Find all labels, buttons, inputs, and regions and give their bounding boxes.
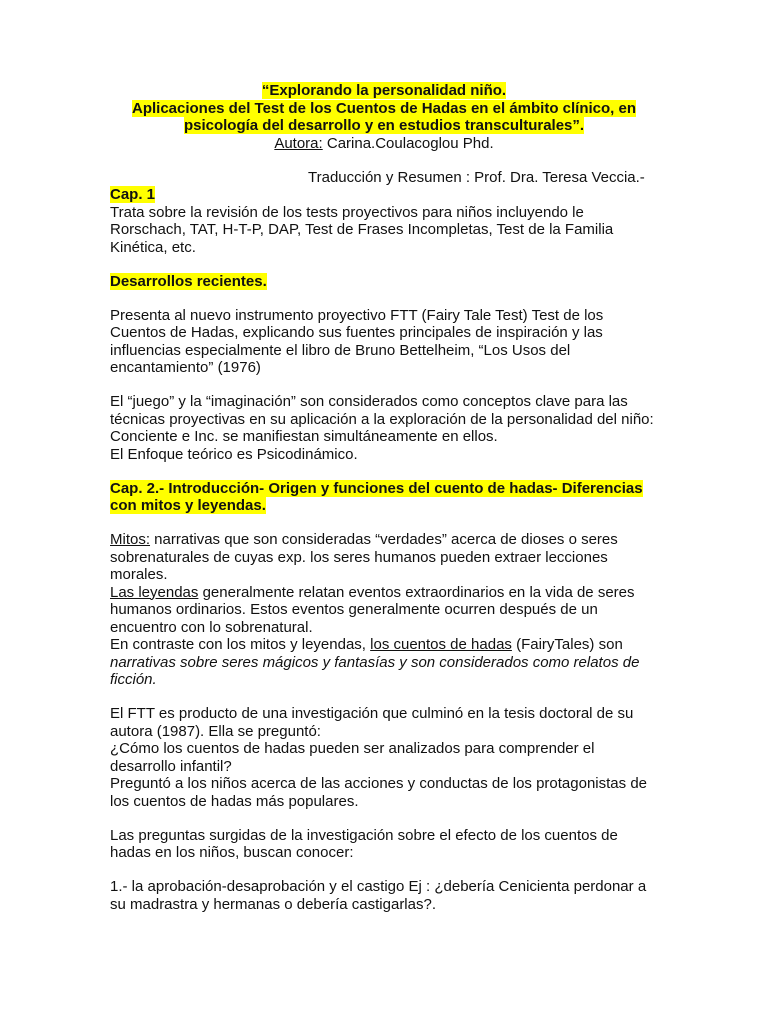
mitos-label: Mitos:: [110, 531, 151, 548]
ftt-paragraph-3: Preguntó a los niños acerca de las acciones y conductas de los protagonistas de los cuentos de hadas más populares.: [110, 775, 647, 810]
cap1-heading: Cap. 1: [110, 186, 156, 203]
mitos-paragraph: [110, 531, 662, 584]
leyendas-text: generalmente relatan eventos extraordinarios en la vida de seres humanos ordinarios. Estos eventos generalmente ocurren después de un encuentro con lo sobrenatural.: [110, 583, 635, 636]
questions-paragraph: Las preguntas surgidas de la investigación sobre el efecto de los cuentos de hadas en los niños, buscan conocer:: [110, 826, 618, 861]
recent-paragraph-1: Presenta al nuevo instrumento proyectivo FTT (Fairy Tale Test) Test de los Cuentos de Hadas, explicando sus fuentes principales de inspiración y las influencias especialmente el libro de Bruno Bettelheim, “Los Usos del encantamiento” (1976): [110, 306, 604, 376]
ftt-paragraph-2: ¿Cómo los cuentos de hadas pueden ser analizados para comprender el desarrollo infantil?: [110, 740, 595, 775]
cap2-heading: Cap. 2.- Introducción- Origen y funciones del cuento de hadas- Diferencias con mitos y leyendas.: [110, 479, 643, 514]
contrast-paragraph: [110, 636, 662, 689]
recent-paragraph-3: El Enfoque teórico es Psicodinámico.: [110, 445, 358, 463]
contrast-label: los cuentos de hadas: [370, 636, 512, 653]
document-body: [110, 186, 662, 913]
mitos-text: narrativas que son consideradas “verdades” acerca de dioses o seres sobrenaturales de cuyas exp. los seres humanos pueden extraer lecciones morales.: [110, 531, 618, 583]
translator-credit: Traducción y Resumen : Prof. Dra. Teresa Veccia.-: [308, 169, 645, 186]
leyendas-label: Las leyendas: [110, 583, 199, 601]
author-line: [100, 135, 668, 153]
author-name: Carina.Coulacoglou Phd.: [322, 134, 494, 152]
title-block: [100, 82, 668, 152]
contrast-post: (FairyTales) son: [511, 636, 623, 653]
list-item-1: 1.- la aprobación-desaprobación y el castigo Ej : ¿debería Cenicienta perdonar a su madrastra y hermanas o debería castigarlas?.: [110, 878, 647, 913]
leyendas-paragraph: [110, 584, 662, 637]
cap1-text: Trata sobre la revisión de los tests proyectivos para niños incluyendo le Rorschach, TAT, H-T-P, DAP, Test de Frases Incompletas, Test de la Familia Kinética, etc.: [110, 203, 614, 256]
title-line-2: Aplicaciones del Test de los Cuentos de Hadas en el ámbito clínico, en: [131, 99, 637, 117]
ftt-paragraph-1: El FTT es producto de una investigación que culminó en la tesis doctoral de su autora (1987). Ella se preguntó:: [110, 705, 634, 740]
recent-heading: Desarrollos recientes.: [110, 272, 267, 290]
author-label: Autora:: [274, 134, 323, 152]
contrast-italic: narrativas sobre seres mágicos y fantasías y son considerados como relatos de ficción.: [110, 653, 640, 688]
title-line-3: psicología del desarrollo y en estudios transculturales”.: [183, 117, 585, 134]
recent-paragraph-2: El “juego” y la “imaginación” son considerados como conceptos clave para las técnicas proyectivas en su aplicación a la exploración de la personalidad del niño: Conciente e Inc. se manifiestan simultáneamente en ellos.: [110, 393, 654, 445]
title-line-1: “Explorando la personalidad niño.: [261, 82, 507, 99]
contrast-pre: En contraste con los mitos y leyendas,: [110, 636, 371, 653]
